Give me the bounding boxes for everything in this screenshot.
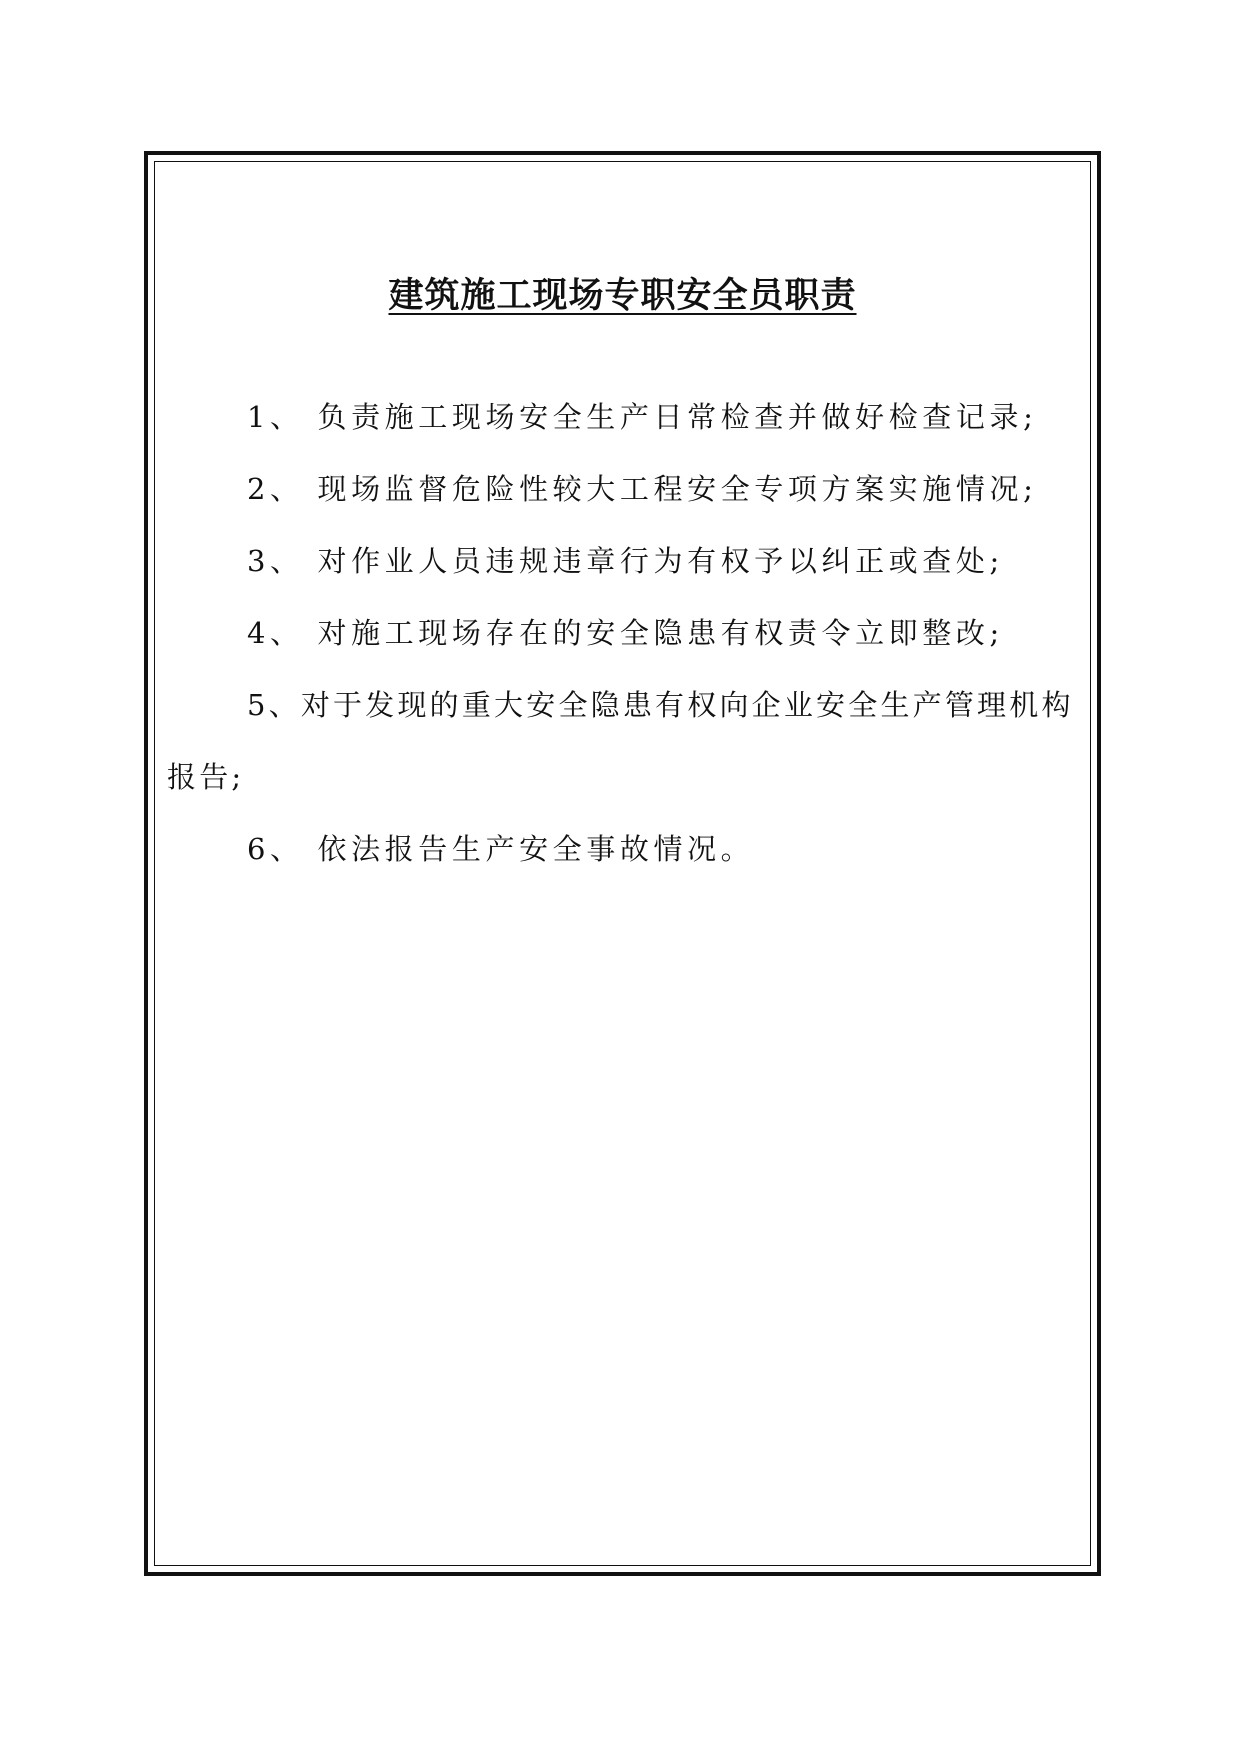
duty-list	[167, 381, 1076, 885]
page-inner-border	[154, 161, 1091, 1566]
duty-item-4: 4、 对施工现场存在的安全隐患有权责令立即整改;	[247, 616, 1004, 650]
document-title-text: 建筑施工现场专职安全员职责	[388, 276, 857, 317]
duty-item-3: 3、 对作业人员违规违章行为有权予以纠正或查处;	[247, 544, 1004, 578]
page-border	[144, 151, 1101, 1576]
duty-item-5: 5、对于发现的重大安全隐患有权向企业安全生产管理机构报告;	[167, 688, 1074, 794]
duty-item-1: 1、 负责施工现场安全生产日常检查并做好检查记录;	[247, 400, 1038, 434]
duty-item-6: 6、 依法报告生产安全事故情况。	[247, 832, 755, 866]
duty-item-2: 2、 现场监督危险性较大工程安全专项方案实施情况;	[247, 472, 1038, 506]
document-title	[155, 273, 1090, 319]
